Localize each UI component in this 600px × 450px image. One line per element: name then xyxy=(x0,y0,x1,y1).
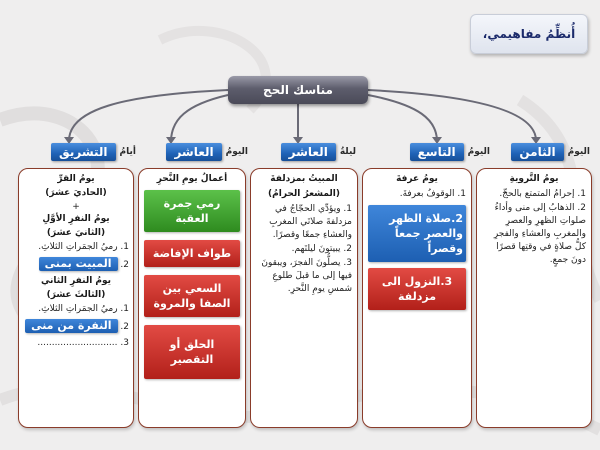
header-night-10 xyxy=(250,142,360,162)
header-night-10-chip: العاشر xyxy=(281,143,336,161)
header-day-10-label: اليومُ xyxy=(225,147,248,157)
panel-night-10-line-1: 1. ويؤدِّي الحجّاجُ في مزدلفةَ صلاتَي المغربِ والعشاءِ جمعًا وقصرًا. xyxy=(269,204,352,240)
connector-col-4 xyxy=(171,95,228,140)
header-day-10 xyxy=(142,142,252,162)
panel-day-8-heading: يومُ التَّرويةِ xyxy=(509,174,559,184)
connector-col-2 xyxy=(368,95,437,140)
panel-night-10-line-2: 2. يبيتونَ ليلتَهم. xyxy=(291,244,352,254)
header-day-8 xyxy=(478,142,594,162)
panel-tashreeq-row-2 xyxy=(23,257,129,271)
panel-day-9 xyxy=(362,168,472,428)
header-night-10-label: ليلةُ xyxy=(339,147,356,157)
panel-day-8-line-1: 1. إحرامُ المتمتع بالحجِّ. xyxy=(499,189,586,199)
panel-day-9-heading: يومُ عرفةَ xyxy=(396,174,438,184)
panel-tashreeq-row-3 xyxy=(23,319,129,333)
panel-tashreeq xyxy=(18,168,134,428)
panel-tashreeq-num-2: 2. xyxy=(120,260,129,270)
panel-tashreeq-num-2b: 2. xyxy=(120,322,129,332)
central-node: مناسك الحج xyxy=(228,76,368,104)
header-day-8-label: اليومُ xyxy=(567,147,590,157)
panel-tashreeq-line-2: 1. رميُ الجمَراتِ الثلاثِ. xyxy=(38,304,129,314)
header-tashreeq xyxy=(20,142,140,162)
header-day-9-label: اليومُ xyxy=(467,147,490,157)
panel-tashreeq-chip-nafra: النفرة من منى xyxy=(25,319,117,333)
panel-day-10 xyxy=(138,168,246,428)
header-tashreeq-label: أيامُ xyxy=(119,147,136,157)
header-day-8-chip: الثامن xyxy=(511,143,563,161)
panel-night-10 xyxy=(250,168,358,428)
panel-day-9-muzdalifah-tile: 3.النزول الى مزدلفة xyxy=(368,268,466,310)
panel-tashreeq-sub-1: (الحاديَ عشرَ) xyxy=(45,188,107,198)
panel-day-8 xyxy=(476,168,592,428)
panel-night-10-subheading: (المشعرُ الحرامُ) xyxy=(268,189,340,199)
panel-day-10-tile-1: رمي جمرة العقبة xyxy=(144,190,240,232)
header-tashreeq-chip: التشريق xyxy=(51,143,116,161)
panel-tashreeq-heading-2: يومُ النفرِ الأوَّلِ xyxy=(42,214,110,224)
panel-night-10-heading: المبيتُ بمزدلفةَ xyxy=(270,174,338,184)
panel-tashreeq-plus: + xyxy=(72,202,80,212)
panel-tashreeq-sub-2: (الثانيَ عشرَ) xyxy=(46,228,106,238)
connector-col-5 xyxy=(69,90,228,140)
panel-tashreeq-line-1: 1. رميُ الجمَراتِ الثلاثِ. xyxy=(38,242,129,252)
header-day-9 xyxy=(374,142,494,162)
panel-day-10-heading: أعمالُ يومِ النَّحرِ xyxy=(156,174,228,184)
header-day-9-chip: التاسع xyxy=(410,143,464,161)
panel-tashreeq-row-4 xyxy=(23,337,129,349)
panel-tashreeq-chip-mina: المبيت بمنى xyxy=(39,257,118,271)
connector-col-1 xyxy=(368,90,536,140)
panel-tashreeq-num-3: 3. xyxy=(120,338,129,348)
panel-night-10-line-3: 3. يصلُّونَ الفجرَ، ويبقونَ فيها إلى ما قبلَ طلوعِ شمسِ يومِ النَّحرِ. xyxy=(261,258,352,294)
panel-tashreeq-sub-3: (الثالثَ عشرَ) xyxy=(46,290,106,300)
panel-tashreeq-heading-1: يومُ القرِّ xyxy=(57,174,95,184)
panel-day-8-line-2: 2. الذهابُ إلى منى وأداءُ صلواتِ الظهرِ والعصرِ والمغربِ والعشاءِ والفجرِ كلُّ صلاةٍ في وقتِها قصرًا دونَ جمعٍ. xyxy=(493,203,586,265)
panel-day-10-tile-2: طواف الإفاضة xyxy=(144,240,240,267)
panel-tashreeq-heading-3: يومُ النفرِ الثاني xyxy=(40,276,112,286)
panel-day-9-line-1: 1. الوقوفُ بعرفةَ. xyxy=(399,189,466,199)
panel-tashreeq-dots: ............................ xyxy=(37,338,118,348)
header-day-10-chip: العاشر xyxy=(166,143,221,161)
section-title: أُنظِّمُ مفاهيمي، xyxy=(470,14,588,54)
panel-day-10-tile-3: السعي بين الصفا والمروة xyxy=(144,275,240,317)
panel-day-10-tile-4: الحلق أو التقصير xyxy=(144,325,240,379)
panel-day-9-prayer-tile: 2.صلاة الظهر والعصر جمعاً وقصراً xyxy=(368,205,466,262)
